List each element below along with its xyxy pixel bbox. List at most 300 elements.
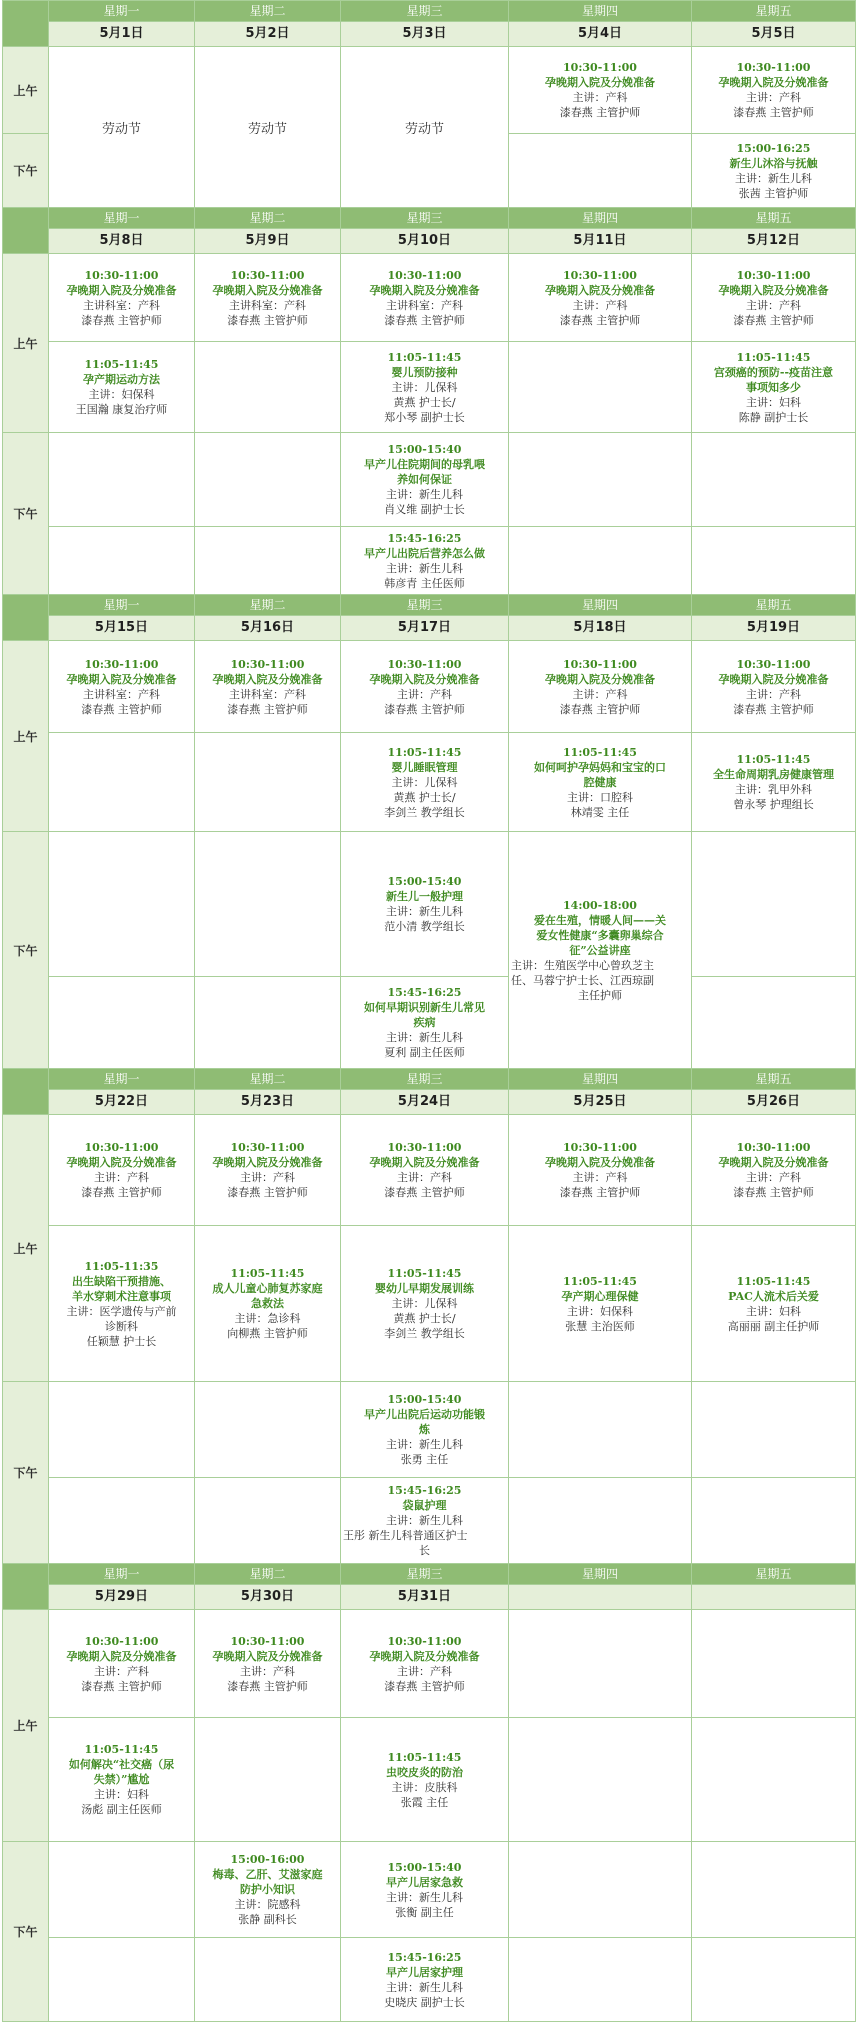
lecture-cell: [692, 254, 856, 342]
lecture-department: 主讲：产科: [746, 687, 801, 701]
date-header: 5月22日: [49, 1090, 195, 1115]
lecture-title: 孕晚期入院及分娩准备: [718, 283, 829, 297]
session-row: [3, 733, 856, 832]
empty-cell: [49, 733, 195, 832]
weekday-header: 星期二: [195, 208, 341, 229]
lecture-title: 出生缺陷干预措施、: [72, 1274, 171, 1288]
empty-cell: [195, 527, 341, 595]
lecture-cell: [195, 1610, 341, 1718]
lecture-speaker: 史晓庆 副护士长: [384, 1995, 465, 2009]
lecture-time: 15:00-16:25: [736, 141, 811, 155]
lecture-time: 15:45-16:25: [387, 1484, 462, 1497]
lecture-cell: [341, 733, 509, 832]
lecture-cell: [341, 1718, 509, 1842]
lecture-speaker: 漆春燕 主管护师: [227, 1186, 308, 1199]
lecture-department: 主讲：儿保科: [391, 775, 458, 789]
lecture-speaker: 漆春燕 主管护师: [384, 313, 465, 327]
lecture-department: 主讲：妇科: [94, 1788, 149, 1801]
lecture-speaker: 黄燕 护士长/: [393, 395, 456, 409]
date-header: 5月26日: [692, 1090, 856, 1115]
lecture-speaker: 张霞 主任: [400, 1795, 449, 1809]
lecture-department: 主讲：急诊科: [234, 1312, 301, 1325]
lecture-time: 11:05-11:45: [230, 1267, 305, 1280]
weekday-header: 星期一: [49, 1564, 195, 1585]
lecture-cell: [692, 1226, 856, 1382]
lecture-department: 主讲：妇保科: [567, 1304, 633, 1318]
lecture-cell: [509, 832, 692, 1069]
empty-cell: [692, 1382, 856, 1478]
lecture-time: 10:30-11:00: [387, 1634, 462, 1648]
weekday-header: 星期二: [195, 1, 341, 22]
lecture-department: 主讲：新生儿科: [386, 561, 463, 575]
lecture-title: 孕晚期入院及分娩准备: [212, 672, 323, 686]
lecture-cell: [341, 1382, 509, 1478]
holiday-cell: 劳动节: [341, 47, 509, 208]
empty-cell: [509, 134, 692, 208]
empty-cell: [692, 1718, 856, 1842]
empty-cell: [692, 1610, 856, 1718]
empty-cell: [509, 1938, 692, 2022]
session-row: [3, 527, 856, 595]
lecture-speaker: 任颖慧 护士长: [86, 1334, 157, 1348]
lecture-speaker: 张衡 副主任: [395, 1905, 454, 1919]
lecture-title: 炼: [419, 1423, 430, 1436]
empty-cell: [509, 1478, 692, 1564]
weekday-header: 星期三: [341, 1069, 509, 1090]
lecture-cell: [49, 1226, 195, 1382]
weekday-header: 星期一: [49, 208, 195, 229]
lecture-title: 羊水穿刺术注意事项: [72, 1289, 171, 1303]
lecture-time: 10:30-11:00: [84, 1141, 159, 1154]
empty-cell: [509, 1718, 692, 1842]
lecture-speaker: 郑小琴 副护士长: [384, 410, 465, 424]
empty-cell: [49, 433, 195, 527]
morning-label: 上午: [3, 254, 49, 433]
lecture-title: PAC人流术后关爱: [728, 1289, 819, 1303]
lecture-speaker: 漆春燕 主管护师: [559, 1186, 641, 1199]
weekday-header: 星期五: [692, 595, 856, 616]
lecture-cell: [509, 1226, 692, 1382]
lecture-title: 孕产期心理保健: [561, 1289, 639, 1303]
lecture-department: 主讲：产科: [746, 298, 801, 312]
lecture-title: 孕晚期入院及分娩准备: [66, 1649, 177, 1663]
header-corner: [3, 1564, 49, 1610]
lecture-department: 主讲：口腔科: [567, 790, 633, 804]
session-row: [3, 342, 856, 433]
weekday-header: 星期二: [195, 1069, 341, 1090]
lecture-time: 11:05-11:45: [84, 1743, 159, 1756]
date-header: 5月23日: [195, 1090, 341, 1115]
session-row: [3, 1842, 856, 1938]
lecture-time: 10:30-11:00: [736, 61, 811, 74]
date-header-row: [3, 229, 856, 254]
empty-cell: [49, 1478, 195, 1564]
schedule-body: [3, 1, 856, 2022]
session-row: [3, 1226, 856, 1382]
lecture-cell: [509, 733, 692, 832]
date-header: 5月1日: [49, 22, 195, 47]
lecture-time: 15:00-16:00: [230, 1853, 305, 1866]
date-header: 5月29日: [49, 1585, 195, 1610]
lecture-speaker: 曾永琴 护理组长: [733, 798, 814, 811]
lecture-department: 主讲：新生儿科: [735, 171, 812, 185]
lecture-cell: [692, 733, 856, 832]
date-header: 5月10日: [341, 229, 509, 254]
empty-cell: [509, 1382, 692, 1478]
lecture-cell: [49, 254, 195, 342]
afternoon-label: 下午: [3, 1382, 49, 1564]
lecture-title: 孕晚期入院及分娩准备: [369, 283, 480, 297]
date-header: 5月5日: [692, 22, 856, 47]
lecture-department: 主讲：新生儿科: [386, 1980, 463, 1994]
session-row: [3, 1382, 856, 1478]
date-header: 5月2日: [195, 22, 341, 47]
lecture-department: 主讲：产科: [240, 1664, 295, 1678]
lecture-time: 10:30-11:00: [563, 61, 637, 74]
session-row: [3, 1115, 856, 1226]
lecture-title: 疾病: [413, 1016, 436, 1029]
lecture-cell: [341, 1115, 509, 1226]
lecture-title: 孕晚期入院及分娩准备: [66, 283, 177, 297]
lecture-title: 成人儿童心肺复苏家庭: [212, 1282, 323, 1295]
lecture-cell: [341, 527, 509, 595]
lecture-speaker: 漆春燕 主管护师: [81, 702, 162, 716]
empty-cell: [509, 1610, 692, 1718]
empty-cell: [692, 832, 856, 977]
lecture-cell: [692, 342, 856, 433]
lecture-title: 失禁）”尴尬: [93, 1773, 150, 1786]
weekday-header: 星期五: [692, 208, 856, 229]
lecture-cell: [509, 1115, 692, 1226]
empty-cell: [692, 1842, 856, 1938]
lecture-department: 主讲：皮肤科: [391, 1780, 458, 1794]
lecture-title: 婴儿预防接种: [391, 365, 458, 379]
lecture-time: 10:30-11:00: [563, 1141, 637, 1154]
empty-cell: [195, 977, 341, 1069]
session-row: [3, 254, 856, 342]
lecture-speaker: 漆春燕 主管护师: [227, 313, 308, 327]
lecture-department: 主讲：医学遗传与产前: [66, 1304, 177, 1318]
lecture-title: 爱在生殖，情暖人间——关: [534, 913, 666, 927]
lecture-department: 主讲：院感科: [234, 1898, 301, 1911]
lecture-time: 10:30-11:00: [84, 268, 159, 282]
weekday-header-row: [3, 208, 856, 229]
lecture-title: 早产儿出院后营养怎么做: [364, 546, 485, 560]
afternoon-label: 下午: [3, 832, 49, 1069]
lecture-time: 11:05-11:45: [84, 358, 159, 371]
lecture-department: 主讲科室：产科: [229, 687, 306, 701]
weekday-header: 星期一: [49, 1, 195, 22]
weekday-header: 星期一: [49, 1069, 195, 1090]
empty-cell: [509, 1842, 692, 1938]
lecture-department: 主讲：产科: [397, 1171, 452, 1184]
empty-cell: [49, 1938, 195, 2022]
header-corner: [3, 595, 49, 641]
lecture-cell: [341, 832, 509, 977]
session-row: [3, 1938, 856, 2022]
date-header-row: [3, 22, 856, 47]
morning-label: 上午: [3, 641, 49, 832]
lecture-speaker: 漆春燕 主管护师: [559, 106, 641, 119]
empty-cell: [49, 1382, 195, 1478]
morning-label: 上午: [3, 1610, 49, 1842]
weekday-header: 星期四: [509, 208, 692, 229]
lecture-speaker: 漆春燕 主管护师: [81, 1186, 162, 1199]
lecture-title: 新生儿沐浴与抚触: [729, 156, 818, 170]
session-row: [3, 977, 856, 1069]
lecture-time: 10:30-11:00: [230, 1141, 305, 1154]
empty-cell: [49, 1842, 195, 1938]
empty-cell: [195, 433, 341, 527]
empty-cell: [509, 433, 692, 527]
empty-cell: [49, 832, 195, 977]
lecture-department: 主讲：新生儿科: [386, 488, 463, 501]
lecture-title: 孕晚期入院及分娩准备: [718, 672, 829, 686]
lecture-cell: [49, 1610, 195, 1718]
lecture-title: 孕晚期入院及分娩准备: [545, 672, 655, 686]
lecture-time: 11:05-11:45: [387, 1267, 462, 1280]
lecture-time: 11:05-11:45: [387, 745, 462, 759]
holiday-cell: 劳动节: [195, 47, 341, 208]
lecture-time: 10:30-11:00: [230, 268, 305, 282]
date-header: 5月3日: [341, 22, 509, 47]
lecture-department: 主讲：妇科: [746, 395, 801, 409]
lecture-speaker: 任、马蓉宁护士长、江西琼副: [511, 973, 654, 987]
lecture-time: 15:00-15:40: [387, 875, 462, 888]
lecture-speaker: 诊断科: [105, 1319, 138, 1333]
lecture-title: 孕晚期入院及分娩准备: [545, 1156, 655, 1169]
lecture-cell: [195, 1115, 341, 1226]
lecture-speaker: 向柳燕 主管护师: [227, 1327, 308, 1340]
lecture-department: 主讲：产科: [397, 1664, 452, 1678]
lecture-cell: [509, 641, 692, 733]
lecture-time: 11:05-11:45: [736, 1274, 811, 1288]
afternoon-label: 下午: [3, 1842, 49, 2022]
lecture-time: 10:30-11:00: [230, 1634, 305, 1648]
lecture-speaker: 肖义维 副护士长: [384, 503, 465, 516]
lecture-title: 孕晚期入院及分娩准备: [545, 283, 655, 297]
lecture-speaker: 漆春燕 主管护师: [384, 702, 465, 716]
morning-label: 上午: [3, 47, 49, 134]
weekday-header-row: [3, 1069, 856, 1090]
weekday-header: 星期五: [692, 1, 856, 22]
empty-cell: [195, 1718, 341, 1842]
lecture-title: 孕晚期入院及分娩准备: [718, 1156, 829, 1169]
afternoon-label: 下午: [3, 433, 49, 595]
lecture-time: 10:30-11:00: [736, 1141, 811, 1154]
weekday-header: 星期四: [509, 1, 692, 22]
date-header: 5月8日: [49, 229, 195, 254]
lecture-time: 11:05-11:45: [563, 745, 637, 759]
empty-cell: [692, 527, 856, 595]
lecture-speaker: 漆春燕 主管护师: [384, 1679, 465, 1693]
weekday-header-row: [3, 1, 856, 22]
lecture-cell: [341, 342, 509, 433]
lecture-time: 10:30-11:00: [387, 268, 462, 282]
weekday-header: 星期二: [195, 595, 341, 616]
empty-cell: [692, 977, 856, 1069]
date-header: 5月4日: [509, 22, 692, 47]
lecture-cell: [195, 1842, 341, 1938]
lecture-time: 10:30-11:00: [563, 268, 637, 282]
lecture-title: 养如何保证: [397, 473, 452, 486]
lecture-speaker: 夏利 副主任医师: [384, 1046, 465, 1059]
date-header: 5月11日: [509, 229, 692, 254]
lecture-title: 宫颈癌的预防--疫苗注意: [713, 365, 834, 379]
lecture-cell: [341, 641, 509, 733]
lecture-title: 孕晚期入院及分娩准备: [212, 283, 323, 297]
lecture-time: 11:05-11:45: [387, 1750, 462, 1764]
weekday-header: 星期三: [341, 1564, 509, 1585]
lecture-time: 15:45-16:25: [387, 531, 462, 545]
weekday-header-row: [3, 595, 856, 616]
lecture-cell: [49, 342, 195, 433]
lecture-time: 10:30-11:00: [230, 657, 305, 671]
weekday-header: 星期五: [692, 1069, 856, 1090]
holiday-cell: 劳动节: [49, 47, 195, 208]
lecture-title: 早产儿住院期间的母乳喂: [364, 458, 485, 471]
lecture-time: 10:30-11:00: [84, 1634, 159, 1648]
lecture-title: 孕晚期入院及分娩准备: [212, 1156, 323, 1169]
date-header: 5月9日: [195, 229, 341, 254]
lecture-title: 新生儿一般护理: [386, 890, 463, 903]
lecture-speaker: 漆春燕 主管护师: [227, 1679, 308, 1693]
lecture-speaker: 张勇 主任: [400, 1453, 449, 1466]
lecture-speaker: 汤彪 副主任医师: [81, 1803, 162, 1816]
lecture-speaker: 漆春燕 主管护师: [733, 313, 814, 327]
lecture-title: 如何早期识别新生儿常见: [364, 1001, 485, 1014]
lecture-title: 婴幼儿早期发展训练: [375, 1282, 474, 1295]
lecture-time: 15:00-15:40: [387, 1860, 462, 1874]
lecture-title: 孕晚期入院及分娩准备: [66, 672, 177, 686]
session-row: [3, 1478, 856, 1564]
weekday-header: 星期四: [509, 1069, 692, 1090]
lecture-cell: [692, 641, 856, 733]
empty-cell: [195, 1938, 341, 2022]
lecture-cell: [341, 254, 509, 342]
lecture-title: 婴儿睡眠管理: [391, 760, 458, 774]
session-row: [3, 1610, 856, 1718]
date-header: [509, 1585, 692, 1610]
empty-cell: [692, 433, 856, 527]
lecture-time: 10:30-11:00: [563, 657, 637, 671]
lecture-speaker: 王彤 新生儿科普通区护士: [343, 1529, 468, 1542]
lecture-department: 主讲：新生儿科: [386, 905, 463, 918]
empty-cell: [49, 977, 195, 1069]
date-header-row: [3, 1090, 856, 1115]
date-header: 5月18日: [509, 616, 692, 641]
date-header: 5月31日: [341, 1585, 509, 1610]
lecture-speaker: 长: [419, 1544, 430, 1557]
lecture-department: 主讲：儿保科: [391, 380, 458, 394]
lecture-speaker: 李剑兰 教学组长: [384, 805, 465, 819]
date-header: 5月17日: [341, 616, 509, 641]
lecture-department: 主讲：妇保科: [88, 388, 155, 401]
lecture-time: 11:05-11:45: [736, 350, 811, 364]
lecture-speaker: 林靖雯 主任: [570, 805, 630, 819]
afternoon-label: 下午: [3, 134, 49, 208]
morning-label: 上午: [3, 1115, 49, 1382]
lecture-speaker: 漆春燕 主管护师: [733, 1186, 814, 1199]
lecture-department: 主讲：新生儿科: [386, 1438, 463, 1451]
date-header: 5月30日: [195, 1585, 341, 1610]
lecture-time: 11:05-11:45: [736, 753, 811, 766]
date-header: 5月24日: [341, 1090, 509, 1115]
empty-cell: [195, 832, 341, 977]
lecture-cell: [49, 1718, 195, 1842]
lecture-title: 全生命周期乳房健康管理: [713, 768, 834, 781]
lecture-speaker: 张慧 主治医师: [565, 1319, 635, 1333]
lecture-title: 孕晚期入院及分娩准备: [66, 1156, 177, 1169]
session-row: [3, 1718, 856, 1842]
lecture-title: 袋鼠护理: [402, 1499, 447, 1512]
lecture-cell: [509, 47, 692, 134]
lecture-title: 急救法: [251, 1297, 284, 1310]
lecture-department: 主讲：产科: [572, 1171, 628, 1184]
lecture-cell: [341, 1842, 509, 1938]
lecture-title: 早产儿出院后运动功能锻: [364, 1408, 485, 1421]
lecture-cell: [195, 1226, 341, 1382]
lecture-speaker: 王国瀚 康复治疗师: [75, 403, 168, 416]
lecture-time: 14:00-18:00: [563, 898, 637, 912]
lecture-speaker: 漆春燕 主管护师: [559, 702, 641, 716]
weekday-header: 星期五: [692, 1564, 856, 1585]
lecture-time: 15:00-15:40: [387, 443, 462, 456]
lecture-cell: [195, 254, 341, 342]
header-corner: [3, 1, 49, 47]
lecture-speaker: 韩彦青 主任医师: [384, 576, 465, 590]
lecture-time: 10:30-11:00: [736, 268, 811, 282]
lecture-speaker: 陈静 副护士长: [738, 410, 809, 424]
lecture-time: 15:45-16:25: [387, 986, 462, 999]
lecture-department: 主讲：产科: [572, 687, 628, 701]
lecture-cell: [509, 254, 692, 342]
lecture-department: 主讲：产科: [746, 91, 801, 104]
lecture-speaker: 主任护师: [578, 988, 622, 1002]
weekday-header-row: [3, 1564, 856, 1585]
lecture-speaker: 漆春燕 主管护师: [384, 1186, 465, 1199]
lecture-time: 11:05-11:35: [84, 1259, 159, 1273]
lecture-speaker: 漆春燕 主管护师: [81, 1679, 162, 1693]
empty-cell: [692, 1478, 856, 1564]
session-row: [3, 47, 856, 134]
lecture-speaker: 漆春燕 主管护师: [733, 702, 814, 716]
lecture-title: 如何呵护孕妈妈和宝宝的口: [534, 760, 666, 774]
lecture-title: 孕晚期入院及分娩准备: [369, 1649, 480, 1663]
weekday-header: 星期三: [341, 595, 509, 616]
lecture-department: 主讲科室：产科: [83, 298, 160, 312]
lecture-department: 主讲：乳甲外科: [735, 783, 812, 796]
lecture-department: 主讲：新生儿科: [386, 1890, 463, 1904]
lecture-time: 11:05-11:45: [563, 1274, 637, 1288]
weekday-header: 星期四: [509, 595, 692, 616]
lecture-time: 11:05-11:45: [387, 350, 462, 364]
lecture-department: 主讲：生殖医学中心曾玖芝主: [511, 958, 654, 972]
date-header: 5月25日: [509, 1090, 692, 1115]
date-header: 5月19日: [692, 616, 856, 641]
lecture-department: 主讲：产科: [572, 91, 628, 104]
lecture-department: 主讲：新生儿科: [386, 1514, 463, 1527]
lecture-speaker: 张茜 主管护师: [738, 186, 809, 200]
header-corner: [3, 208, 49, 254]
date-header-row: [3, 616, 856, 641]
lecture-speaker: 黄燕 护士长/: [393, 1312, 456, 1325]
empty-cell: [509, 342, 692, 433]
lecture-title: 孕晚期入院及分娩准备: [369, 672, 480, 686]
lecture-department: 主讲科室：产科: [229, 298, 306, 312]
lecture-speaker: 黄燕 护士长/: [393, 790, 456, 804]
session-row: [3, 832, 856, 977]
